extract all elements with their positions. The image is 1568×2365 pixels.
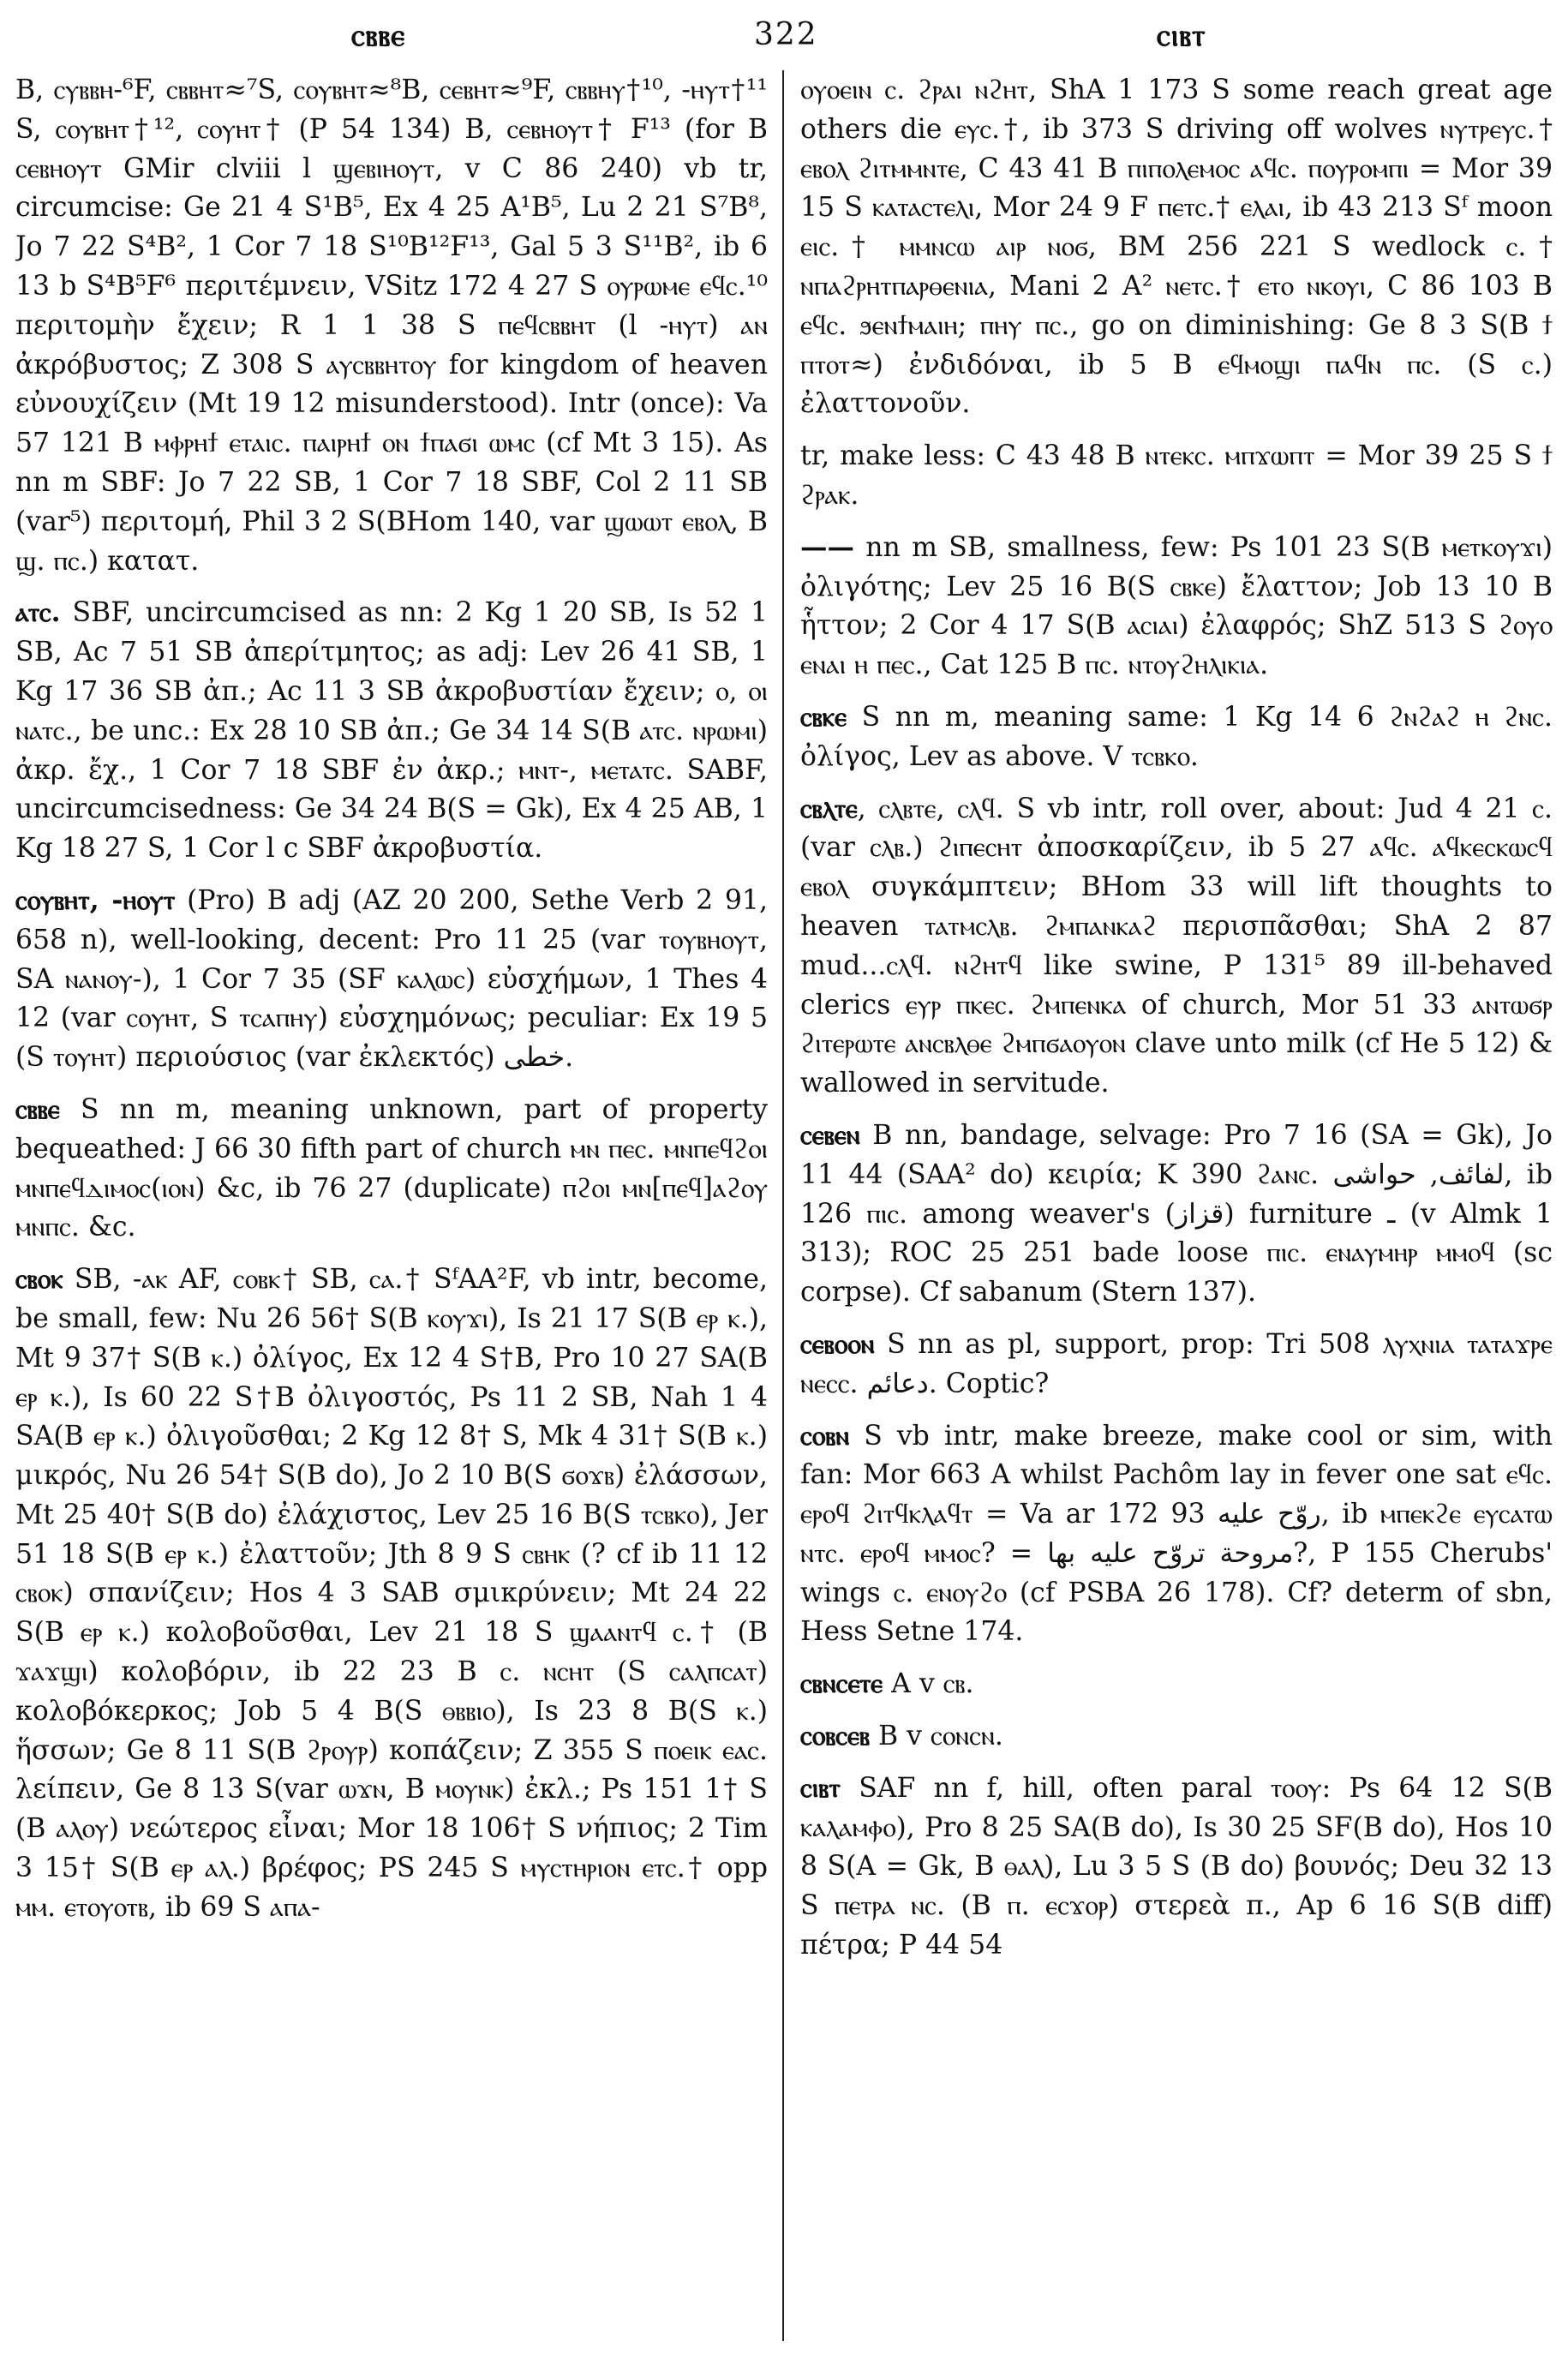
entry-text: nn m SB, smallness, few: Ps 101 23 S(B ⲙⲉⲧⲕⲟⲩϫⲓ) ὀλιγότης; Lev 25 16 B(S ⲥⲃⲕⲉ) ἔλαττον; Job 13 10 B ἧττον; 2 Cor 4 17 S(B ⲁⲥⲓⲁⲓ) ἐλαφρός; ShZ 513 S ϩⲟⲩⲟ ⲉⲛⲁⲓ ⲏ ⲡⲉⲥ., Cat 125 B ⲡⲥ. ⲛⲧⲟⲩϩⲏⲗⲓⲕⲓⲁ. [800,531,1553,681]
entry-paragraph [800,436,1553,516]
entry-text: ⲟⲩⲟⲉⲓⲛ ⲥ. ϩⲣⲁⲓ ⲛϩⲏⲧ, ShA 1 173 S some reach great age others die ⲉⲩⲥ.†, ib 373 S driving off wolves ⲛⲩⲧⲣⲉⲩⲥ.† ⲉⲃⲟⲗ ϩⲓⲧⲙⲙⲛⲧⲉ, C 43 41 B ⲡⲓⲡⲟⲗⲉⲙⲟⲥ ⲁϥⲥ. ⲡⲟⲩⲣⲟⲙⲡⲓ = Mor 39 15 S ⲕⲁⲧⲁⲥⲧⲉⲗⲓ, Mor 24 9 F ⲡⲉⲧⲥ.† ⲉⲗⲁⲓ, ib 43 213 Sᶠ moon ⲉⲓⲥ.† ⲙⲙⲛⲥⲱ ⲁⲓⲣ ⲛⲟϭ, BM 256 221 S wedlock ⲥ.† ⲛⲡⲁϩⲣⲏⲧⲡⲁⲣⲑⲉⲛⲓⲁ, Mani 2 A² ⲛⲉⲧⲥ.† ⲉⲧⲟ ⲛⲕⲟⲩⲓ, C 86 103 B ⲉϥⲥ. ϧⲉⲛϯⲙⲁⲓⲏ; ⲡⲏⲩ ⲡⲥ., go on diminishing: Ge 8 3 S(B ϯ ⲡⲧⲟⲧ≈) ἐνδιδόναι, ib 5 B ⲉϥⲙⲟϣⲓ ⲡⲁϥⲛ ⲡⲥ. (S ⲥ.) ἐλαττονοῦν. [800,75,1553,420]
entry-paragraph [15,1090,768,1248]
entry-text: , ⲥⲗⲃⲧⲉ, ⲥⲗϥ. S vb intr, roll over, about: Jud 4 21 ⲥ.(var ⲥⲗⲃ.) ϩⲓⲡⲉⲥⲏⲧ ἀποσκαρίζειν, ib 5 27 ⲁϥⲥ. ⲁϥⲕⲉⲥⲕⲱⲥϥ ⲉⲃⲟⲗ συγκάμπτειν; BHom 33 will lift thoughts to heaven ⲧⲁⲧⲙⲥⲗⲃ. ϩⲙⲡⲁⲛⲕⲁϩ περισπᾶσθαι; ShA 2 87 mud...ⲥⲗϥ. ⲛϩⲏⲧϥ like swine, P 131⁵ 89 ill-behaved clerics ⲉⲩⲣ ⲡⲕⲉⲥ. ϩⲙⲡⲉⲛⲕⲁ of church, Mor 51 33 ⲁⲛⲧⲱϭⲣ ϩⲓⲧⲉⲣⲱⲧⲉ ⲁⲛⲥⲃⲗⲑⲉ ϩⲙⲡϭⲁⲟⲩⲟⲛ clave unto milk (cf He 5 12) & wallowed in servitude. [800,793,1553,1099]
left-running-headword: ⲥⲃⲃⲉ [351,17,406,53]
entry-lemma: ⲥⲓⲃⲧ [800,1771,841,1804]
entry-text: SB, -ⲁⲕ AF, ⲥⲟⲃⲕ† SB, ⲥⲁ.† SᶠAA²F, vb intr, become, be small, few: Nu 26 56† S(B ⲕⲟⲩϫⲓ), Is 21 17 S(B ⲉⲣ ⲕ.), Mt 9 37† S(B ⲕ.) ὀλίγος, Ex 12 4 S†B, Pro 10 27 SA(B ⲉⲣ ⲕ.), Is 60 22 S†B ὀλιγοστός, Ps 11 2 SB, Nah 1 4 SA(B ⲉⲣ ⲕ.) ὀλιγοῦσθαι; 2 Kg 12 8† S, Mk 4 31† S(B ⲕ.) μικρός, Nu 26 54† S(B do), Jo 2 10 B(S ϭⲟϫⲃ) ἐλάσσων, Mt 25 40† S(B do) ἐλάχιστος, Lev 25 16 B(S ⲧⲥⲃⲕⲟ), Jer 51 18 S(B ⲉⲣ ⲕ.) ἐλαττοῦν; Jth 8 9 S ⲥⲃⲏⲕ (? cf ib 11 12 ⲥⲃⲟⲕ) σπανίζειν; Hos 4 3 SAB σμικρύνειν; Mt 24 22 S(B ⲉⲣ ⲕ.) κολοβοῦσθαι, Lev 21 18 S ϣⲁⲁⲛⲧϥ ⲥ.† (B ϫⲁϫϣⲓ) κολοβόριν, ib 22 23 B ⲥ. ⲛⲥⲏⲧ (S ⲥⲁⲗⲡⲥⲁⲧ) κολοβόκερκος; Job 5 4 B(S ⲑⲃⲃⲓⲟ), Is 23 8 B(S ⲕ.) ἥσσων; Ge 8 11 S(B ϩⲣⲟⲩⲣ) κοπάζειν; Z 355 S ⲡⲟⲉⲓⲕ ⲉⲁⲥ. λείπειν, Ge 8 13 S(var ⲱϫⲛ, B ⲙⲟⲩⲛⲕ) ἐκλ.; Ps 151 1† S (B ⲁⲗⲟⲩ) νεώτερος εἶναι; Mor 18 106† S νήπιος; 2 Tim 3 15† S(B ⲉⲣ ⲁⲗ.) βρέφος; PS 245 S ⲙⲩⲥⲧⲏⲣⲓⲟⲛ ⲉⲧⲥ.† opp ⲙⲙ. ⲉⲧⲟⲩⲟⲧⲃ, ib 69 S ⲁⲡⲁ- [15,1264,768,1923]
entry-text: B nn, bandage, selvage: Pro 7 16 (SA = Gk), Jo 11 44 (SAA² do) κειρία; K 390 ϩⲁⲛⲥ. لفائف, حواشى, ib 126 ⲡⲓⲥ. among weaver's (قزاز) furniture ـ (v Almk 1 313); ROC 25 251 bade loose ⲡⲓⲥ. ⲉⲛⲁⲩⲙⲏⲣ ⲙⲙⲟϥ (sc corpse). Cf sabanum (Stern 137). [800,1119,1553,1308]
entry-text: SAF nn f, hill, often paral ⲧⲟⲟⲩ: Ps 64 12 S(B ⲕⲁⲗⲁⲙⲫⲟ), Pro 8 25 SA(B do), Is 30 25 SF(B do), Hos 10 8 S(A = Gk, B ⲑⲁⲗ), Lu 3 5 S (B do) βουνός; Deu 32 13 S ⲡⲉⲧⲣⲁ ⲛⲥ. (B ⲡ. ⲉⲥϫⲟⲣ) στερεὰ π., Ap 6 16 S(B diff) πέτρα; P 44 54 [800,1772,1553,1961]
entry-lemma: ⲥⲃⲕⲉ [800,700,847,733]
entry-lemma: ⲥⲃⲃⲉ [15,1093,60,1125]
entry-text: tr, make less: C 43 48 B ⲛⲧⲉⲕⲥ. ⲙⲡϫⲱⲡⲧ = Mor 39 25 S ϯ ϩⲣⲁⲕ. [800,440,1553,511]
entry-paragraph [800,789,1553,1104]
column-divider [782,70,784,2341]
entry-text: S nn m, meaning unknown, part of property bequeathed: J 66 30 fifth part of church ⲙⲛ ⲡⲉⲥ. ⲙⲛⲡⲉϥϩⲟⲓ ⲙⲛⲡⲉϥⲇⲓⲙⲟⲥ(ⲓⲟⲛ) &c, ib 76 27 (duplicate) ⲡϩⲟⲓ ⲙⲛ[ⲡⲉϥ]ⲁϩⲟⲩ ⲙⲛⲡⲥ. &c. [15,1093,768,1243]
entry-text: SBF, uncircumcised as nn: 2 Kg 1 20 SB, Is 52 1 SB, Ac 7 51 SB ἀπερίτμητος; as adj: Lev 26 41 SB, 1 Kg 17 36 SB ἀπ.; Ac 11 3 SB ἀκροβυστίαν ἔχειν; ⲟ, ⲟⲓ ⲛⲁⲧⲥ., be unc.: Ex 28 10 SB ἀπ.; Ge 34 14 S(B ⲁⲧⲥ. ⲛⲣⲱⲙⲓ) ἀκρ. ἔχ., 1 Cor 7 18 SBF ἐν ἀκρ.; ⲙⲛⲧ-, ⲙⲉⲧⲁⲧⲥ. SABF, uncircumcisedness: Ge 34 24 B(S = Gk), Ex 4 25 AB, 1 Kg 18 27 S, 1 Cor l c SBF ἀκροβυστία. [15,597,768,865]
left-column [15,70,768,2350]
entry-paragraph [800,1416,1553,1653]
entry-text: B v ⲥⲟⲛⲥⲛ. [870,1721,1003,1752]
entry-lemma: ⲥⲟⲃⲥⲉⲃ [800,1720,870,1752]
entry-lemma: ⲁⲧⲥ. [15,596,61,629]
entry-lemma: ⲥⲟⲃⲛ [800,1419,850,1452]
entry-paragraph [15,593,768,869]
right-column [800,70,1553,2350]
entry-text: S nn m, meaning same: 1 Kg 14 6 ϩⲛϩⲁϩ ⲏ ϩⲛⲥ. ὀλίγος, Lev as above. V ⲧⲥⲃⲕⲟ. [800,701,1553,772]
entry-lemma: ⲥⲟⲩⲃⲏⲧ, -ⲏⲟⲩⲧ [15,883,176,916]
entry-text: (Pro) B adj (AZ 20 200, Sethe Verb 2 91, 658 n), well-looking, decent: Pro 11 25 (var ⲧⲟⲩⲃⲏⲟⲩⲧ, SA ⲛⲁⲛⲟⲩ-), 1 Cor 7 35 (SF ⲕⲁⲗⲱⲥ) εὐσχήμων, 1 Thes 4 12 (var ⲥⲟⲩⲏⲧ, S ⲧⲥⲁⲡⲏⲩ) εὐσχημόνως; peculiar: Ex 19 5 (S ⲧⲟⲩⲏⲧ) περιούσιος (var ἐκλεκτός) خطى. [15,884,768,1074]
entry-continuation [800,70,1553,424]
entry-text: B, ⲥⲩⲃⲃⲏ-⁶F, ⲥⲃⲃⲏⲧ≈⁷S, ⲥⲟⲩⲃⲏⲧ≈⁸B, ⲥⲉⲃⲏⲧ≈⁹F, ⲥⲃⲃⲏⲩ†¹⁰, -ⲏⲩⲧ†¹¹ S, ⲥⲟⲩⲃⲏⲧ†¹², ⲥⲟⲩⲏⲧ† (P 54 134) B, ⲥⲉⲃⲏⲟⲩⲧ† F¹³ (for B ⲥⲉⲃⲏⲟⲩⲧ GMir clviii l ϣⲉⲃⲓⲏⲟⲩⲧ, v C 86 240) vb tr, circumcise: Ge 21 4 S¹B⁵, Ex 4 25 A¹B⁵, Lu 2 21 S⁷B⁸, Jo 7 22 S⁴B², 1 Cor 7 18 S¹⁰B¹²F¹³, Gal 5 3 S¹¹B², ib 6 13 b S⁴B⁵F⁶ περιτέμνειν, VSitz 172 4 27 S ⲟⲩⲣⲱⲙⲉ ⲉϥⲥ.¹⁰ περιτομὴν ἔχειν; R 1 1 38 S ⲡⲉϥⲥⲃⲃⲏⲧ (l -ⲏⲩⲧ) ⲁⲛ ἀκρόβυστος; Z 308 S ⲁⲩⲥⲃⲃⲏⲧⲟⲩ for kingdom of heaven εὐνουχίζειν (Mt 19 12 misunderstood). Intr (once): Va 57 121 B ⲙⲫⲣⲏϯ ⲉⲧⲁⲓⲥ. ⲡⲁⲓⲣⲏϯ ⲟⲛ ϯⲡⲁϭⲓ ⲱⲙⲥ (cf Mt 3 15). As nn m SBF: Jo 7 22 SB, 1 Cor 7 18 SBF, Col 2 11 SB (var⁵) περιτομή, Phil 3 2 S(BHom 140, var ϣⲱⲱⲧ ⲉⲃⲟⲗ, B ϣ. ⲡⲥ.) κατατ. [15,75,768,577]
entry-paragraph [15,1260,768,1928]
entry-paragraph [800,1769,1553,1966]
entry-paragraph [800,1664,1553,1704]
entry-lemma: ⲥⲃⲟⲕ [15,1263,63,1296]
entry-paragraph [800,1116,1553,1313]
entry-lemma: ⲥⲉⲃⲉⲛ [800,1118,860,1151]
entry-continuation [15,70,768,581]
entry-lemma: ⲥⲃⲗⲧⲉ [800,792,858,824]
entry-paragraph [800,528,1553,686]
entry-lemma: —— [800,530,854,563]
page-number: 322 [754,17,818,52]
entry-text: A v ⲥⲃ. [883,1668,974,1700]
entry-text: S nn as pl, support, prop: Tri 508 ⲗⲩⲭⲛⲓⲁ ⲧⲁⲧⲁϫⲣⲉ ⲛⲉⲥⲥ. دعائم. Coptic? [800,1328,1553,1399]
entry-paragraph [800,1325,1553,1404]
entry-lemma: ⲥⲃⲛⲥⲉⲧⲉ [800,1667,883,1700]
entry-lemma: ⲥⲉⲃⲟⲟⲛ [800,1327,875,1360]
entry-paragraph [15,881,768,1078]
entry-paragraph [800,1716,1553,1757]
running-header [17,12,1551,63]
right-running-headword: ⲥⲓⲃⲧ [1157,17,1206,53]
entry-paragraph [800,698,1553,777]
entry-text: S vb intr, make breeze, make cool or sim, with fan: Mor 663 A whilst Pachôm lay in fever one sat ⲉϥⲥ. ⲉⲣⲟϥ ϩⲓⲧϥⲕⲗⲁϥⲧ = Va ar 172 93 روّح عليه, ib ⲙⲡⲉⲕϩⲉ ⲉⲩⲥⲁⲧⲱ ⲛⲧⲥ. ⲉⲣⲟϥ ⲙⲙⲟⲥ? = مروحة تروّح عليه بها?, P 155 Cherubs' wings ⲥ. ⲉⲛⲟⲩϩⲟ (cf PSBA 26 178). Cf? determ of sbn, Hess Setne 174. [800,1420,1553,1648]
